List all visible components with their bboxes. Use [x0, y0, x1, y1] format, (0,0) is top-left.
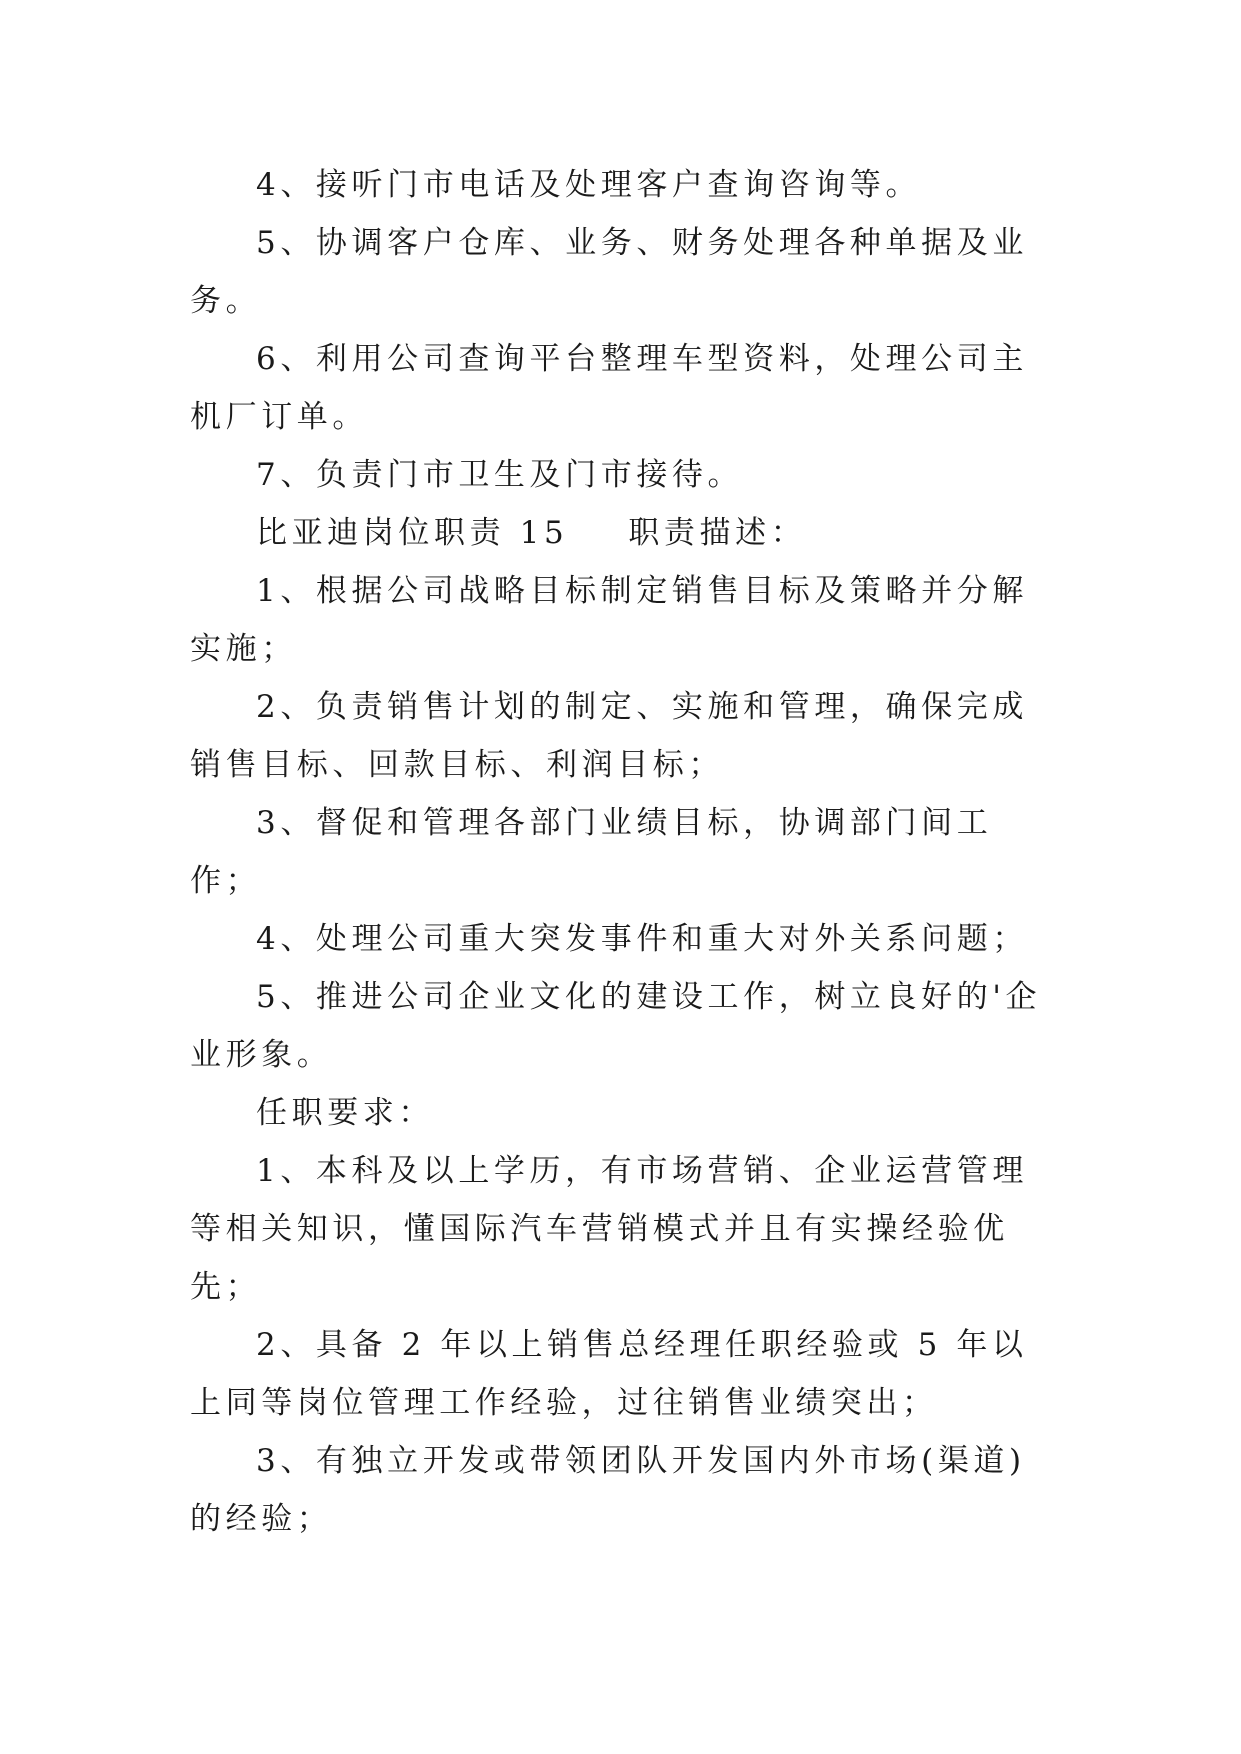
- requirement-item: 3、有独立开发或带领团队开发国内外市场(渠道)的经验；: [190, 1443, 1026, 1537]
- requirements-heading: 任职要求：: [256, 1095, 434, 1131]
- document-body: [190, 156, 1050, 1548]
- duty-item: 3、督促和管理各部门业绩目标，协调部门间工作；: [190, 805, 993, 899]
- paragraph: 4、接听门市电话及处理客户查询咨询等。: [256, 167, 922, 203]
- paragraph: 6、利用公司查询平台整理车型资料，处理公司主机厂订单。: [190, 341, 1028, 435]
- section-heading: [190, 504, 1050, 562]
- requirement-item: 2、具备 2 年以上销售总经理任职经验或 5 年以上同等岗位管理工作经验，过往销售业绩突出；: [190, 1327, 1028, 1421]
- paragraph: 5、协调客户仓库、业务、财务处理各种单据及业务。: [190, 225, 1028, 319]
- duty-item: 1、根据公司战略目标制定销售目标及策略并分解实施；: [190, 573, 1028, 667]
- section-title: 比亚迪岗位职责 15: [256, 515, 569, 551]
- duty-item: 5、推进公司企业文化的建设工作，树立良好的'企业形象。: [190, 979, 1042, 1073]
- requirement-item: 1、本科及以上学历，有市场营销、企业运营管理等相关知识，懂国际汽车营销模式并且有实操经验优先；: [190, 1153, 1028, 1305]
- duty-item: 4、处理公司重大突发事件和重大对外关系问题；: [256, 921, 1028, 957]
- section-label: 职责描述：: [628, 515, 807, 551]
- paragraph: 7、负责门市卫生及门市接待。: [256, 457, 744, 493]
- duty-item: 2、负责销售计划的制定、实施和管理，确保完成销售目标、回款目标、利润目标；: [190, 689, 1028, 783]
